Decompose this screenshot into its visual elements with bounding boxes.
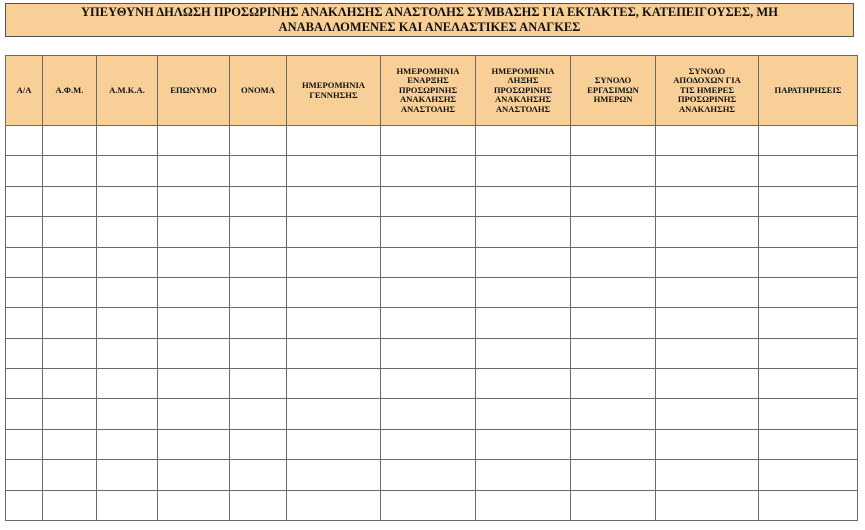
- table-cell[interactable]: [43, 460, 97, 490]
- table-cell[interactable]: [43, 308, 97, 338]
- table-cell[interactable]: [43, 126, 97, 156]
- table-body: [6, 126, 858, 521]
- table-cell[interactable]: [287, 460, 381, 490]
- table-cell[interactable]: [381, 460, 476, 490]
- table-cell[interactable]: [759, 126, 858, 156]
- table-cell[interactable]: [43, 369, 97, 399]
- table-cell[interactable]: [230, 277, 287, 307]
- table-cell[interactable]: [656, 460, 759, 490]
- table-cell[interactable]: [476, 126, 571, 156]
- table-cell[interactable]: [571, 247, 656, 277]
- table-cell[interactable]: [287, 338, 381, 368]
- table-row: [6, 429, 858, 459]
- table-cell[interactable]: [6, 490, 43, 521]
- table-cell[interactable]: [158, 247, 230, 277]
- table-cell[interactable]: [43, 399, 97, 429]
- table-cell[interactable]: [476, 369, 571, 399]
- form-title-line-2: ΑΝΑΒΑΛΛΟΜΕΝΕΣ ΚΑΙ ΑΝΕΛΑΣΤΙΚΕΣ ΑΝΑΓΚΕΣ: [278, 20, 581, 34]
- table-cell[interactable]: [571, 186, 656, 216]
- table-cell[interactable]: [287, 126, 381, 156]
- table-row: [6, 277, 858, 307]
- table-cell[interactable]: [158, 126, 230, 156]
- table-cell[interactable]: [97, 126, 158, 156]
- table-cell[interactable]: [230, 399, 287, 429]
- form-title: [5, 3, 854, 37]
- table-cell[interactable]: [571, 126, 656, 156]
- table-cell[interactable]: [759, 217, 858, 247]
- table-cell[interactable]: [158, 490, 230, 521]
- table-cell[interactable]: [6, 308, 43, 338]
- table-cell[interactable]: [571, 460, 656, 490]
- table-row: [6, 369, 858, 399]
- table-cell[interactable]: [476, 277, 571, 307]
- header-remarks: ΠΑΡΑΤΗΡΗΣΕΙΣ: [759, 56, 858, 126]
- header-end-date: ΗΜΕΡΟΜΗΝΙΑ ΛΗΞΗΣ ΠΡΟΣΩΡΙΝΗΣ ΑΝΑΚΛΗΣΗΣ ΑΝΑΣΤΟΛΗΣ: [476, 56, 571, 126]
- table-cell[interactable]: [158, 460, 230, 490]
- table-row: [6, 338, 858, 368]
- table-row: [6, 490, 858, 521]
- table-cell[interactable]: [759, 369, 858, 399]
- table-cell[interactable]: [476, 247, 571, 277]
- table-cell[interactable]: [6, 277, 43, 307]
- table-cell[interactable]: [97, 217, 158, 247]
- table-cell[interactable]: [571, 277, 656, 307]
- table-cell[interactable]: [381, 490, 476, 521]
- table-cell[interactable]: [656, 156, 759, 186]
- table-cell[interactable]: [43, 338, 97, 368]
- table-cell[interactable]: [6, 126, 43, 156]
- table-cell[interactable]: [759, 490, 858, 521]
- table-cell[interactable]: [571, 156, 656, 186]
- table-cell[interactable]: [158, 277, 230, 307]
- table-cell[interactable]: [230, 490, 287, 521]
- table-cell[interactable]: [287, 399, 381, 429]
- table-cell[interactable]: [230, 217, 287, 247]
- table-cell[interactable]: [97, 277, 158, 307]
- table-cell[interactable]: [759, 277, 858, 307]
- table-cell[interactable]: [476, 429, 571, 459]
- table-cell[interactable]: [287, 156, 381, 186]
- table-cell[interactable]: [6, 429, 43, 459]
- table-cell[interactable]: [381, 126, 476, 156]
- table-cell[interactable]: [158, 186, 230, 216]
- table-cell[interactable]: [476, 308, 571, 338]
- table-cell[interactable]: [656, 126, 759, 156]
- table-row: [6, 186, 858, 216]
- table-cell[interactable]: [287, 308, 381, 338]
- table-cell[interactable]: [6, 156, 43, 186]
- table-cell[interactable]: [230, 156, 287, 186]
- table-cell[interactable]: [230, 308, 287, 338]
- table-cell[interactable]: [97, 338, 158, 368]
- header-total-earnings: ΣΥΝΟΛΟ ΑΠΟΔΟΧΩΝ ΓΙΑ ΤΙΣ ΗΜΕΡΕΣ ΠΡΟΣΩΡΙΝΗΣ ΑΝΑΚΛΗΣΗΣ: [656, 56, 759, 126]
- header-afm: Α.Φ.Μ.: [43, 56, 97, 126]
- table-cell[interactable]: [230, 338, 287, 368]
- table-cell[interactable]: [43, 247, 97, 277]
- table-cell[interactable]: [6, 338, 43, 368]
- table-cell[interactable]: [97, 247, 158, 277]
- table-cell[interactable]: [6, 369, 43, 399]
- table-row: [6, 247, 858, 277]
- table-cell[interactable]: [158, 217, 230, 247]
- table-cell[interactable]: [287, 277, 381, 307]
- table-cell[interactable]: [230, 186, 287, 216]
- table-cell[interactable]: [476, 156, 571, 186]
- table-cell[interactable]: [43, 490, 97, 521]
- header-total-work-days: ΣΥΝΟΛΟ ΕΡΓΑΣΙΜΩΝ ΗΜΕΡΩΝ: [571, 56, 656, 126]
- table-cell[interactable]: [97, 369, 158, 399]
- table-cell[interactable]: [43, 156, 97, 186]
- table-cell[interactable]: [158, 399, 230, 429]
- table-cell[interactable]: [381, 338, 476, 368]
- table-cell[interactable]: [476, 460, 571, 490]
- table-row: [6, 126, 858, 156]
- table-cell[interactable]: [43, 186, 97, 216]
- table-cell[interactable]: [230, 429, 287, 459]
- form-title-line-1: ΥΠΕΥΘΥΝΗ ΔΗΛΩΣΗ ΠΡΟΣΩΡΙΝΗΣ ΑΝΑΚΛΗΣΗΣ ΑΝΑΣΤΟΛΗΣ ΣΥΜΒΑΣΗΣ ΓΙΑ ΕΚΤΑΚΤΕΣ, ΚΑΤΕΠΕΙΓΟΥΣΕΣ, ΜΗ: [81, 5, 778, 19]
- table-cell[interactable]: [759, 429, 858, 459]
- table-cell[interactable]: [6, 460, 43, 490]
- table-row: [6, 308, 858, 338]
- table-cell[interactable]: [43, 217, 97, 247]
- table-cell[interactable]: [381, 156, 476, 186]
- table-cell[interactable]: [759, 247, 858, 277]
- table-cell[interactable]: [381, 399, 476, 429]
- table-cell[interactable]: [656, 490, 759, 521]
- table-cell[interactable]: [287, 369, 381, 399]
- table-cell[interactable]: [381, 247, 476, 277]
- table-cell[interactable]: [230, 460, 287, 490]
- table-cell[interactable]: [571, 490, 656, 521]
- header-aa: Α/Α: [6, 56, 43, 126]
- table-cell[interactable]: [287, 429, 381, 459]
- header-row: [6, 56, 858, 126]
- table-cell[interactable]: [6, 186, 43, 216]
- table-cell[interactable]: [6, 247, 43, 277]
- table-cell[interactable]: [759, 186, 858, 216]
- table-cell[interactable]: [571, 217, 656, 247]
- table-cell[interactable]: [476, 217, 571, 247]
- table-cell[interactable]: [476, 399, 571, 429]
- table-cell[interactable]: [6, 217, 43, 247]
- table-cell[interactable]: [759, 156, 858, 186]
- table-cell[interactable]: [571, 369, 656, 399]
- table-cell[interactable]: [97, 156, 158, 186]
- table-cell[interactable]: [656, 308, 759, 338]
- table-cell[interactable]: [476, 186, 571, 216]
- table-cell[interactable]: [476, 338, 571, 368]
- table-cell[interactable]: [158, 308, 230, 338]
- header-birth-date: ΗΜΕΡΟΜΗΝΙΑ ΓΕΝΝΗΣΗΣ: [287, 56, 381, 126]
- table-cell[interactable]: [6, 399, 43, 429]
- table-cell[interactable]: [158, 429, 230, 459]
- table-cell[interactable]: [381, 277, 476, 307]
- table-row: [6, 217, 858, 247]
- table-row: [6, 460, 858, 490]
- table-cell[interactable]: [656, 247, 759, 277]
- table-cell[interactable]: [97, 490, 158, 521]
- table-cell[interactable]: [381, 308, 476, 338]
- table-cell[interactable]: [43, 277, 97, 307]
- table-cell[interactable]: [656, 186, 759, 216]
- table-cell[interactable]: [476, 490, 571, 521]
- table-cell[interactable]: [571, 338, 656, 368]
- table-cell[interactable]: [230, 247, 287, 277]
- table-cell[interactable]: [287, 490, 381, 521]
- table-cell[interactable]: [97, 308, 158, 338]
- table-cell[interactable]: [381, 429, 476, 459]
- table-cell[interactable]: [287, 247, 381, 277]
- table-cell[interactable]: [656, 399, 759, 429]
- header-surname: ΕΠΩΝΥΜΟ: [158, 56, 230, 126]
- table-cell[interactable]: [158, 156, 230, 186]
- table-cell[interactable]: [759, 308, 858, 338]
- table-cell[interactable]: [656, 369, 759, 399]
- table-cell[interactable]: [230, 369, 287, 399]
- table-cell[interactable]: [97, 429, 158, 459]
- table-cell[interactable]: [287, 186, 381, 216]
- table-cell[interactable]: [656, 217, 759, 247]
- table-cell[interactable]: [759, 338, 858, 368]
- table-cell[interactable]: [97, 186, 158, 216]
- table-cell[interactable]: [158, 338, 230, 368]
- table-cell[interactable]: [656, 277, 759, 307]
- table-cell[interactable]: [759, 399, 858, 429]
- table-cell[interactable]: [381, 186, 476, 216]
- table-cell[interactable]: [656, 429, 759, 459]
- table-cell[interactable]: [571, 429, 656, 459]
- header-name: ΟΝΟΜΑ: [230, 56, 287, 126]
- table-cell[interactable]: [43, 429, 97, 459]
- table-cell[interactable]: [571, 399, 656, 429]
- table-cell[interactable]: [571, 308, 656, 338]
- table-cell[interactable]: [381, 369, 476, 399]
- table-cell[interactable]: [656, 338, 759, 368]
- table-cell[interactable]: [230, 126, 287, 156]
- table-cell[interactable]: [97, 460, 158, 490]
- header-amka: Α.Μ.Κ.Α.: [97, 56, 158, 126]
- table-cell[interactable]: [97, 399, 158, 429]
- table-cell[interactable]: [381, 217, 476, 247]
- table-cell[interactable]: [158, 369, 230, 399]
- header-start-date: ΗΜΕΡΟΜΗΝΙΑ ΕΝΑΡΞΗΣ ΠΡΟΣΩΡΙΝΗΣ ΑΝΑΚΛΗΣΗΣ ΑΝΑΣΤΟΛΗΣ: [381, 56, 476, 126]
- declaration-table: [5, 55, 858, 521]
- table-row: [6, 399, 858, 429]
- table-cell[interactable]: [759, 460, 858, 490]
- table-row: [6, 156, 858, 186]
- table-cell[interactable]: [287, 217, 381, 247]
